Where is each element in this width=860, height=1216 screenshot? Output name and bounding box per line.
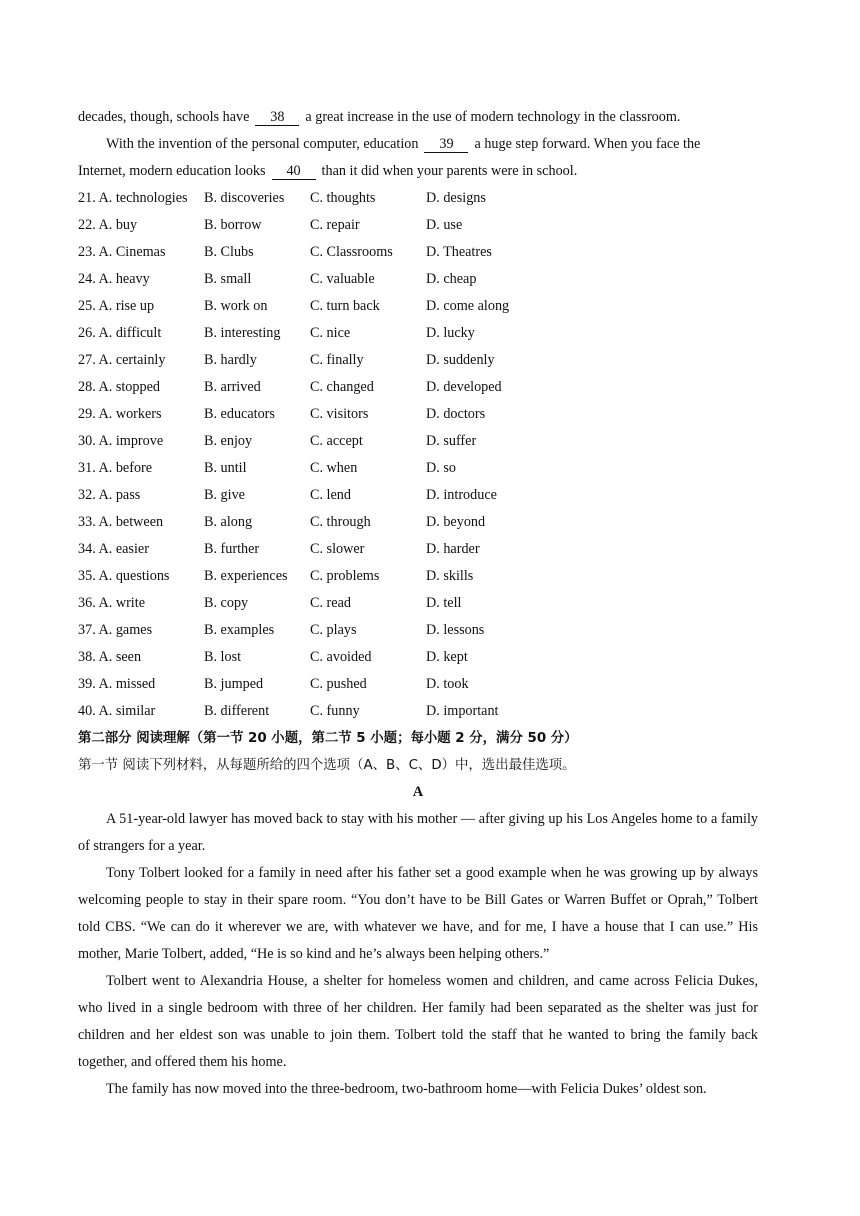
passage-text: decades, though, schools have xyxy=(78,109,250,125)
option-b: B. interesting xyxy=(204,325,281,341)
blank-39: 39 xyxy=(424,137,468,153)
question-number: 22. xyxy=(78,217,96,233)
option-a xyxy=(78,401,204,428)
option-b: B. educators xyxy=(204,406,275,422)
option-d: D. tell xyxy=(426,595,462,611)
subsection-instruction: 第一节 阅读下列材料，从每题所给的四个选项（A、B、C、D）中，选出最佳选项。 xyxy=(78,758,576,773)
option-text: A. difficult xyxy=(98,325,162,341)
option-d: D. developed xyxy=(426,379,502,395)
option-a xyxy=(78,347,204,374)
option-row xyxy=(78,374,758,401)
option-row xyxy=(78,428,758,455)
option-d: D. lessons xyxy=(426,622,485,638)
option-row xyxy=(78,455,758,482)
option-row xyxy=(78,671,758,698)
option-row xyxy=(78,185,758,212)
option-a xyxy=(78,671,204,698)
question-number: 30. xyxy=(78,433,96,449)
option-a xyxy=(78,374,204,401)
option-b: B. arrived xyxy=(204,379,261,395)
option-row xyxy=(78,239,758,266)
option-c: C. problems xyxy=(310,568,380,584)
question-number: 23. xyxy=(78,244,96,260)
question-number: 29. xyxy=(78,406,96,422)
question-number: 35. xyxy=(78,568,96,584)
option-a xyxy=(78,293,204,320)
option-text: A. heavy xyxy=(98,271,150,287)
option-c: C. pushed xyxy=(310,676,367,692)
option-d: D. designs xyxy=(426,190,486,206)
passage-line-2 xyxy=(78,131,758,158)
option-b: B. small xyxy=(204,271,252,287)
option-b: B. different xyxy=(204,703,270,719)
paragraph: Tony Tolbert looked for a family in need after his father set a good example when he was growing up by always welcoming people to stay in their spare room. “You don’t have to be Bill Gates or Warren Buffet or Oprah,” Tolbert told CBS. “We can do it wherever we are, with whatever we have, and for me, I have a house that I can use.” His mother, Marie Tolbert, added, “He is so kind and he’s always been helping others.” xyxy=(78,865,758,962)
option-text: A. between xyxy=(98,514,164,530)
passage-text: a great increase in the use of modern technology in the classroom. xyxy=(305,109,681,125)
option-b: B. along xyxy=(204,514,253,530)
option-c: C. visitors xyxy=(310,406,369,422)
option-a xyxy=(78,482,204,509)
option-a xyxy=(78,590,204,617)
option-a xyxy=(78,455,204,482)
question-number: 33. xyxy=(78,514,96,530)
passage-line-1 xyxy=(78,104,758,131)
option-row xyxy=(78,563,758,590)
option-a xyxy=(78,644,204,671)
section-title: 第二部分 阅读理解（第一节 20 小题，第二节 5 小题；每小题 2 分，满分 50 分） xyxy=(78,731,578,746)
option-d: D. come along xyxy=(426,298,510,314)
option-b: B. borrow xyxy=(204,217,262,233)
option-b: B. further xyxy=(204,541,260,557)
document-page xyxy=(78,104,758,1103)
paragraph: The family has now moved into the three-bedroom, two-bathroom home—with Felicia Dukes’ oldest son. xyxy=(106,1081,707,1097)
option-c: C. changed xyxy=(310,379,374,395)
option-a xyxy=(78,536,204,563)
option-d: D. harder xyxy=(426,541,480,557)
option-row xyxy=(78,482,758,509)
question-number: 34. xyxy=(78,541,96,557)
option-text: A. before xyxy=(98,460,153,476)
option-b: B. Clubs xyxy=(204,244,254,260)
option-d: D. took xyxy=(426,676,469,692)
option-d: D. cheap xyxy=(426,271,477,287)
option-text: A. easier xyxy=(98,541,149,557)
option-a xyxy=(78,509,204,536)
option-b: B. work on xyxy=(204,298,268,314)
option-a xyxy=(78,563,204,590)
option-a xyxy=(78,428,204,455)
option-row xyxy=(78,347,758,374)
option-b: B. experiences xyxy=(204,568,288,584)
option-text: A. buy xyxy=(98,217,138,233)
option-d: D. introduce xyxy=(426,487,497,503)
question-number: 31. xyxy=(78,460,96,476)
option-a xyxy=(78,698,204,725)
option-row xyxy=(78,293,758,320)
option-b: B. lost xyxy=(204,649,242,665)
passage-text: a huge step forward. When you face the xyxy=(474,136,701,152)
option-row xyxy=(78,266,758,293)
option-text: A. rise up xyxy=(98,298,155,314)
option-b: B. hardly xyxy=(204,352,257,368)
option-d: D. use xyxy=(426,217,463,233)
option-a xyxy=(78,212,204,239)
option-c: C. read xyxy=(310,595,351,611)
question-number: 21. xyxy=(78,190,96,206)
option-text: A. certainly xyxy=(98,352,166,368)
option-d: D. lucky xyxy=(426,325,475,341)
option-c: C. accept xyxy=(310,433,363,449)
option-c: C. plays xyxy=(310,622,357,638)
question-number: 24. xyxy=(78,271,96,287)
option-row xyxy=(78,644,758,671)
option-b: B. jumped xyxy=(204,676,264,692)
passage-label: A xyxy=(412,784,424,800)
option-b: B. until xyxy=(204,460,247,476)
option-d: D. so xyxy=(426,460,456,476)
option-a xyxy=(78,185,204,212)
option-row xyxy=(78,617,758,644)
option-d: D. Theatres xyxy=(426,244,492,260)
option-text: A. stopped xyxy=(98,379,160,395)
blank-38: 38 xyxy=(255,110,299,126)
question-number: 28. xyxy=(78,379,96,395)
option-b: B. discoveries xyxy=(204,190,285,206)
option-d: D. important xyxy=(426,703,499,719)
option-row xyxy=(78,509,758,536)
option-row xyxy=(78,536,758,563)
option-text: A. workers xyxy=(98,406,162,422)
option-c: C. repair xyxy=(310,217,360,233)
option-c: C. finally xyxy=(310,352,364,368)
passage-text: With the invention of the personal computer, education xyxy=(106,136,419,152)
option-d: D. kept xyxy=(426,649,468,665)
option-row xyxy=(78,698,758,725)
option-d: D. suddenly xyxy=(426,352,495,368)
option-c: C. thoughts xyxy=(310,190,376,206)
option-a xyxy=(78,617,204,644)
option-text: A. improve xyxy=(98,433,164,449)
option-row xyxy=(78,401,758,428)
question-number: 32. xyxy=(78,487,96,503)
question-number: 26. xyxy=(78,325,96,341)
question-number: 27. xyxy=(78,352,96,368)
option-c: C. slower xyxy=(310,541,365,557)
question-number: 39. xyxy=(78,676,96,692)
option-b: B. copy xyxy=(204,595,249,611)
passage-line-3 xyxy=(78,158,758,185)
blank-40: 40 xyxy=(272,164,316,180)
passage-text: Internet, modern education looks xyxy=(78,163,266,179)
option-text: A. similar xyxy=(98,703,156,719)
option-c: C. funny xyxy=(310,703,360,719)
option-text: A. questions xyxy=(98,568,170,584)
option-text: A. technologies xyxy=(98,190,188,206)
option-text: A. Cinemas xyxy=(98,244,166,260)
option-c: C. valuable xyxy=(310,271,375,287)
option-c: C. nice xyxy=(310,325,351,341)
option-text: A. games xyxy=(98,622,153,638)
option-d: D. doctors xyxy=(426,406,486,422)
option-c: C. Classrooms xyxy=(310,244,393,260)
option-c: C. through xyxy=(310,514,371,530)
answer-options-list xyxy=(78,185,758,725)
option-d: D. suffer xyxy=(426,433,477,449)
question-number: 25. xyxy=(78,298,96,314)
option-text: A. seen xyxy=(98,649,142,665)
option-c: C. turn back xyxy=(310,298,380,314)
option-a xyxy=(78,239,204,266)
option-b: B. enjoy xyxy=(204,433,253,449)
passage-text: than it did when your parents were in school. xyxy=(321,163,578,179)
option-d: D. skills xyxy=(426,568,474,584)
option-c: C. lend xyxy=(310,487,351,503)
option-row xyxy=(78,320,758,347)
option-row xyxy=(78,590,758,617)
option-text: A. missed xyxy=(98,676,156,692)
option-a xyxy=(78,266,204,293)
paragraph: Tolbert went to Alexandria House, a shelter for homeless women and children, and came across Felicia Dukes, who lived in a single bedroom with three of her children. Her family had been separated as the shelter was just for children and her eldest son was unable to join them. Tolbert told the staff that he wanted to bring the family back together, and offered them his home. xyxy=(78,973,758,1070)
option-text: A. pass xyxy=(98,487,141,503)
option-d: D. beyond xyxy=(426,514,486,530)
option-row xyxy=(78,212,758,239)
question-number: 36. xyxy=(78,595,96,611)
option-text: A. write xyxy=(98,595,145,611)
option-b: B. give xyxy=(204,487,245,503)
option-c: C. when xyxy=(310,460,358,476)
option-b: B. examples xyxy=(204,622,275,638)
option-a xyxy=(78,320,204,347)
option-c: C. avoided xyxy=(310,649,372,665)
paragraph: A 51-year-old lawyer has moved back to stay with his mother — after giving up his Los Angeles home to a family of strangers for a year. xyxy=(78,811,758,854)
question-number: 38. xyxy=(78,649,96,665)
question-number: 37. xyxy=(78,622,96,638)
question-number: 40. xyxy=(78,703,96,719)
